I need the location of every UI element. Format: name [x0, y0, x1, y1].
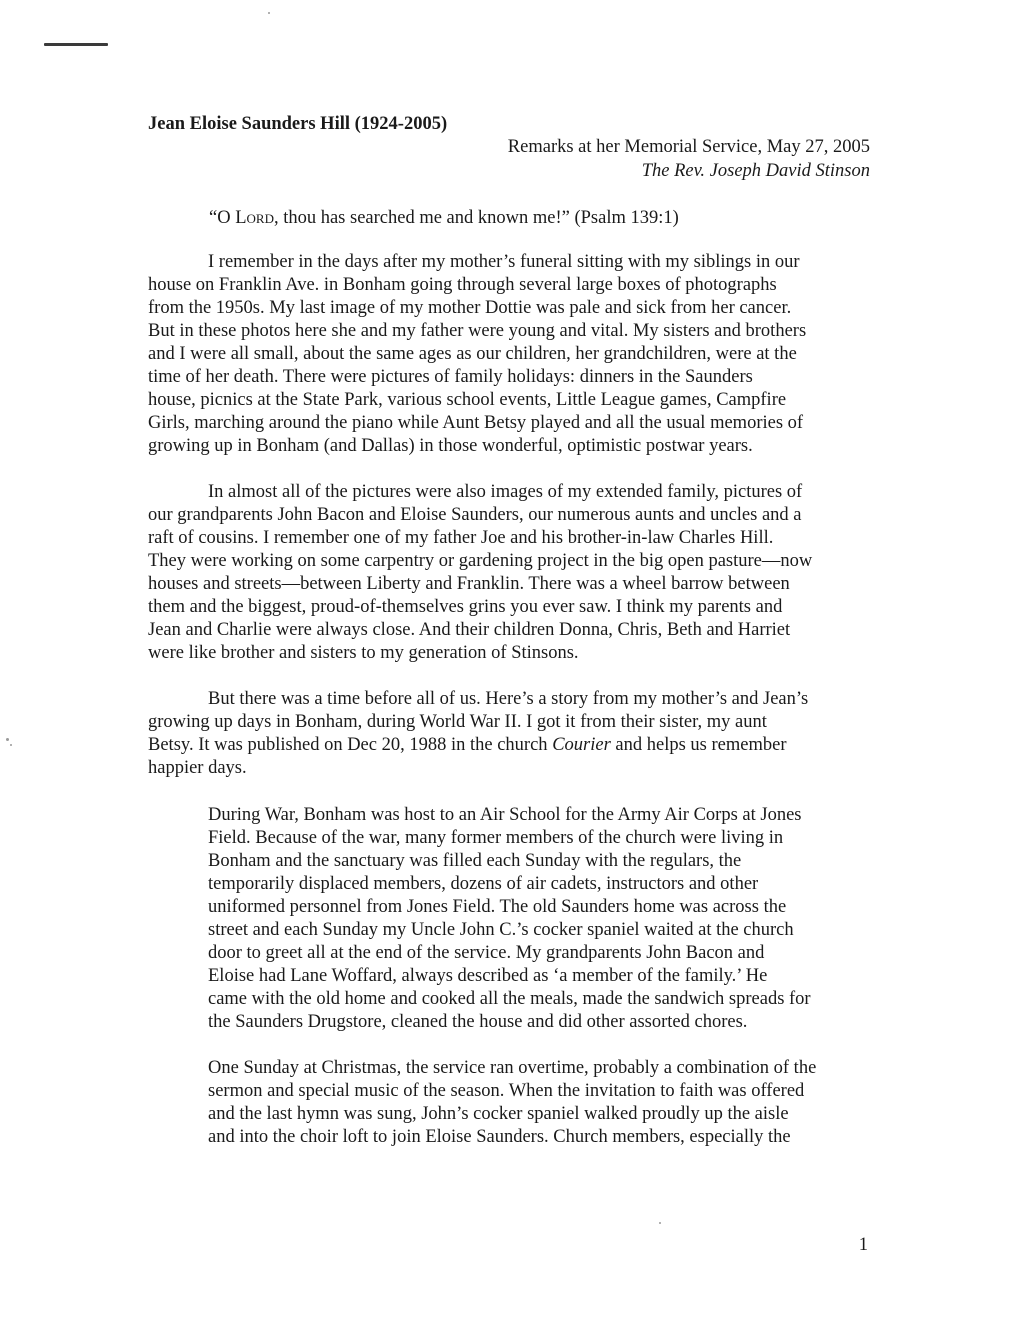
text-line: sermon and special music of the season. When the invitation to faith was offered — [208, 1081, 805, 1101]
text-line: them and the biggest, proud-of-themselves grins you ever saw. I think my parents and — [148, 597, 783, 617]
text-line: came with the old home and cooked all the meals, made the sandwich spreads for — [208, 989, 811, 1009]
text-line: During War, Bonham was host to an Air School for the Army Air Corps at Jones — [208, 805, 802, 825]
text-line: Eloise had Lane Woffard, always described as ‘a member of the family.’ He — [208, 966, 768, 986]
text-line: Bonham and the sanctuary was filled each Sunday with the regulars, the — [208, 851, 742, 871]
text-line: house on Franklin Ave. in Bonham going through several large boxes of photographs — [148, 275, 777, 295]
text-line: But in these photos here she and my father were young and vital. My sisters and brothers — [148, 321, 807, 341]
text-line: were like brother and sisters to my generation of Stinsons. — [148, 643, 579, 663]
block-quote-2 — [208, 1057, 873, 1149]
document-title: Jean Eloise Saunders Hill (1924-2005) — [148, 114, 448, 134]
text-line: and the last hymn was sung, John’s cocker spaniel walked proudly up the aisle — [208, 1104, 789, 1124]
text-line: street and each Sunday my Uncle John C.’s cocker spaniel waited at the church — [208, 920, 794, 940]
text-line: growing up in Bonham (and Dallas) in those wonderful, optimistic postwar years. — [148, 436, 753, 456]
text-line: door to greet all at the end of the service. My grandparents John Bacon and — [208, 943, 765, 963]
publication-name: Courier — [552, 735, 611, 755]
scan-speck — [6, 738, 9, 741]
text-line: houses and streets—between Liberty and Franklin. There was a wheel barrow between — [148, 574, 790, 594]
text-line: I remember in the days after my mother’s funeral sitting with my siblings in our — [208, 252, 800, 272]
scan-speck — [268, 12, 270, 14]
text-line — [148, 734, 873, 757]
author-line: The Rev. Joseph David Stinson — [641, 161, 870, 181]
epigraph-open: “O — [209, 208, 236, 228]
text-line: from the 1950s. My last image of my mother Dottie was pale and sick from her cancer. — [148, 298, 792, 318]
text-line: But there was a time before all of us. Here’s a story from my mother’s and Jean’s — [208, 689, 809, 709]
text-line: They were working on some carpentry or gardening project in the big open pasture—now — [148, 551, 813, 571]
scan-speck — [659, 1222, 661, 1224]
epigraph — [209, 206, 679, 230]
paragraph-2 — [148, 481, 873, 665]
text-line: Field. Because of the war, many former members of the church were living in — [208, 828, 784, 848]
text-line: uniformed personnel from Jones Field. The old Saunders home was across the — [208, 897, 787, 917]
text-segment: Betsy. It was published on Dec 20, 1988 in the church — [148, 735, 553, 755]
text-line: our grandparents John Bacon and Eloise Saunders, our numerous aunts and uncles and a — [148, 505, 802, 525]
text-line: time of her death. There were pictures of family holidays: dinners in the Saunders — [148, 367, 753, 387]
block-quote-1 — [208, 804, 873, 1034]
paragraph-1 — [148, 251, 873, 458]
text-line: raft of cousins. I remember one of my father Joe and his brother-in-law Charles Hill. — [148, 528, 774, 548]
epigraph-lord: Lord — [235, 208, 274, 228]
text-line: temporarily displaced members, dozens of air cadets, instructors and other — [208, 874, 759, 894]
text-line: the Saunders Drugstore, cleaned the house and did other assorted chores. — [208, 1012, 748, 1032]
occasion-line: Remarks at her Memorial Service, May 27, 2005 — [507, 137, 870, 157]
text-line: In almost all of the pictures were also images of my extended family, pictures of — [208, 482, 803, 502]
text-line: happier days. — [148, 758, 247, 778]
text-line: One Sunday at Christmas, the service ran overtime, probably a combination of the — [208, 1058, 817, 1078]
text-line: and into the choir loft to join Eloise Saunders. Church members, especially the — [208, 1127, 791, 1147]
text-line: house, picnics at the State Park, various school events, Little League games, Campfire — [148, 390, 787, 410]
text-line: and I were all small, about the same ages as our children, her grandchildren, were at the — [148, 344, 797, 364]
text-line: Girls, marching around the piano while Aunt Betsy played and all the usual memories of — [148, 413, 804, 433]
paragraph-3 — [148, 688, 873, 780]
scan-mark — [44, 43, 108, 46]
page-number: 1 — [858, 1235, 868, 1255]
epigraph-text: , thou has searched me and known me!” (Psalm 139:1) — [273, 208, 679, 228]
text-segment: and helps us remember — [610, 735, 787, 755]
scan-speck — [10, 744, 12, 746]
text-line: Jean and Charlie were always close. And their children Donna, Chris, Beth and Harriet — [148, 620, 791, 640]
text-line: growing up days in Bonham, during World War II. I got it from their sister, my aunt — [148, 712, 767, 732]
